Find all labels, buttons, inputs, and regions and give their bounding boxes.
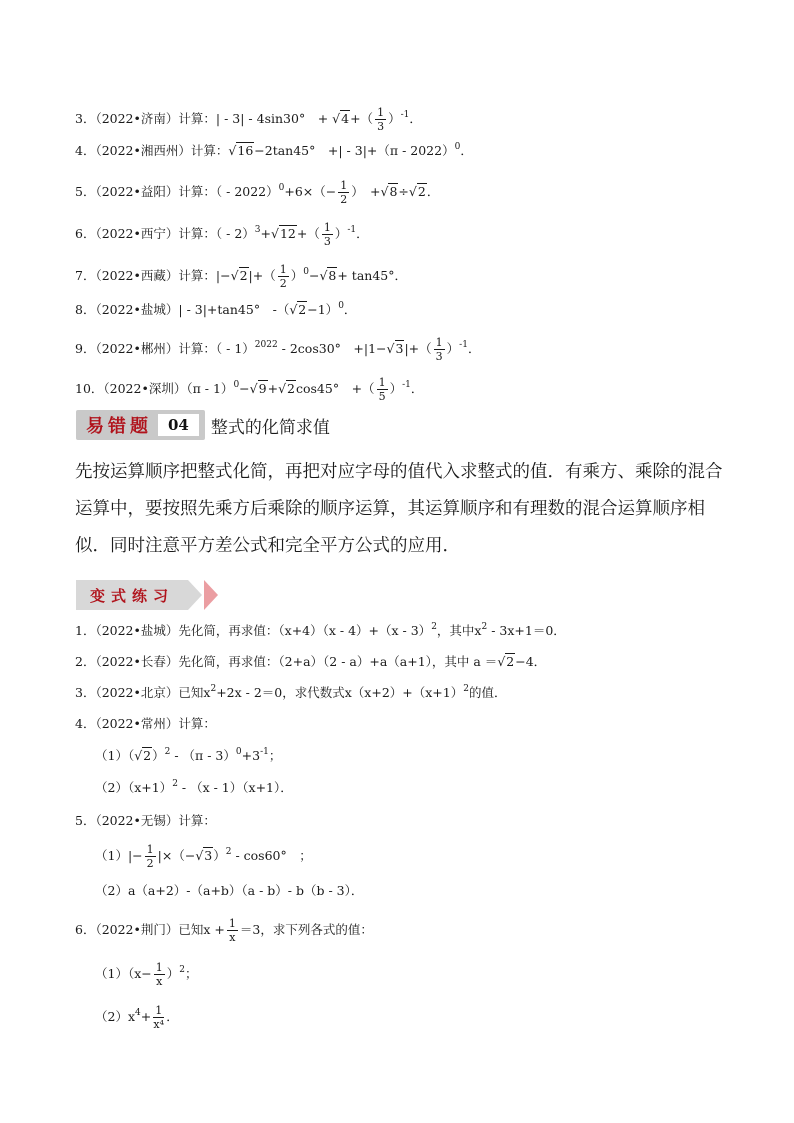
fraction: $\frac{1}{2}$ — [340, 179, 348, 206]
practice-6-part-2: $(2)x^4+$ $\frac{1}{\text{x⁴}}$ ． — [95, 1004, 179, 1031]
problem-7: 7．（2022•西藏）计算：|−√2|+（ $\frac{1}{2}$ ）$^0$−√8+ tan45°． — [75, 263, 408, 290]
section-header — [76, 410, 330, 440]
chevron-icon — [204, 580, 218, 610]
problem-9: 9．（2022•郴州）计算：（ - 1）$^{2022}$ - 2cos30° +|1−√3|+（ $\frac{1}{3}$ ）$^{-1}$． — [75, 336, 481, 363]
problem-8: 8．（2022•盐城）| - 3|+tan45° $-(√2-1)^0$． — [75, 301, 357, 317]
practice-label: 变式练习 — [90, 587, 175, 605]
fraction: $\frac{1}{x}$ — [155, 961, 163, 988]
practice-1: 1．（2022•盐城）先化简，再求值：（x+4）（x - 4）+（x - 3）$^2$，其中$x^2 - 3x+1=0$． — [75, 622, 566, 638]
section-paragraph: 先按运算顺序把整式化简，再把对应字母的值代入求整式的值．有乘方、乘除的混合运算中，要按照先乘方后乘除的顺序运算，其运算顺序和有理数的混合运算顺序相似．同时注意平方差公式和完全平方公式的应用． — [75, 462, 723, 556]
practice-4: 4．（2022•常州）计算： — [75, 716, 216, 731]
practice-header — [76, 580, 226, 610]
section-label: 易错题 — [86, 416, 152, 437]
practice-5: 5．（2022•无锡）计算： — [75, 813, 216, 828]
fraction: $\frac{1}{2}$ — [146, 843, 154, 870]
fraction: $\frac{1}{3}$ — [323, 221, 331, 248]
practice-6-part-1: （1）（x− $\frac{1}{x}$ ）$^2$； — [95, 961, 198, 988]
problem-6: 6．（2022•西宁）计算：（ - 2）$^3$+√12+（ $\frac{1}{3}$ ）$^{-1}$． — [75, 221, 369, 248]
practice-3: 3．（2022•北京）已知$x^2+2x - 2=0$，求代数式$x(x+2)+(x+1)^2$的值． — [75, 684, 507, 700]
fraction: $\frac{1}{3}$ — [435, 336, 443, 363]
fraction: $\frac{1}{5}$ — [378, 376, 386, 403]
problem-3: 3．（2022•济南）计算：| - 3| - 4sin30° + √4+（ $\frac{1}{3}$ ）$^{-1}$． — [75, 106, 422, 133]
fraction: $\frac{1}{2}$ — [279, 263, 287, 290]
section-number: 04 — [158, 414, 199, 436]
section-badge — [76, 410, 205, 440]
fraction: $\frac{1}{3}$ — [377, 106, 385, 133]
problem-5: 5．（2022•益阳）计算：（ - 2022）$^0$+6×（− $\frac{1}{2}$ ） +√8÷√2． — [75, 179, 440, 206]
practice-5-part-1: （1）|− $\frac{1}{2}$ $|\times(-√3)^2 - \cos 60^\circ$ ； — [95, 843, 312, 870]
fraction: $\frac{1}{\text{x⁴}}$ — [153, 1004, 165, 1031]
practice-4-part-2: $(2)(x+1)^2 - (x - 1)(x+1)$． — [95, 779, 293, 795]
section-title: 整式的化简求值 — [210, 417, 330, 438]
practice-5-part-2: （2）a（a+2）-（a+b）（a - b）- b（b - 3）． — [95, 883, 364, 898]
practice-4-part-1: $(1)(√2)^2 - (\pi - 3)^0+3^{-1}$； — [95, 747, 282, 763]
problem-10: 10．（2022•深圳）（π - 1）$^0$−√9+√2cos45° +（ $\frac{1}{5}$ ）$^{-1}$． — [75, 376, 424, 403]
practice-6: 6．（2022•荆门）已知x + $\frac{1}{x}$ ＝3，求下列各式的值： — [75, 917, 373, 944]
fraction: $\frac{1}{x}$ — [228, 917, 236, 944]
chevron-icon — [188, 580, 202, 610]
practice-2: 2．（2022•长春）先化简，再求值：（2+a）（2 - a）+a（a+1），其中 a ＝√2−4． — [75, 654, 547, 669]
problem-4: 4．（2022•湘西州）计算：√16−2tan45° +| - 3|+（π - 2022）$^0$． — [75, 142, 473, 158]
